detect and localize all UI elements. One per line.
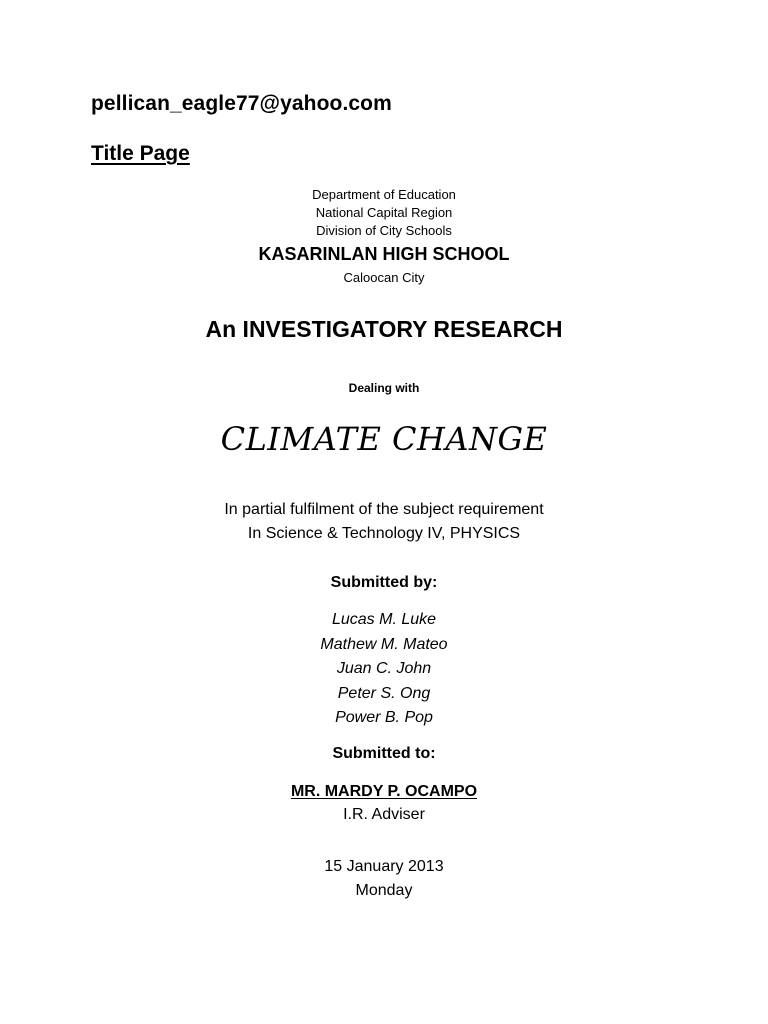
dealing-with-label: Dealing with (348, 381, 420, 395)
agency-division: Division of City Schools (316, 223, 452, 238)
submitter-name: Peter S. Ong (337, 684, 431, 702)
submitter-name: Lucas M. Luke (331, 611, 437, 628)
submitter-list (0, 608, 768, 731)
requirement-block (0, 498, 768, 546)
page-heading: Title Page (91, 142, 190, 165)
research-topic: CLIMATE CHANGE (220, 420, 548, 458)
adviser-name: MR. MARDY P. OCAMPO (290, 783, 478, 800)
document-type: An INVESTIGATORY RESEARCH (205, 316, 563, 342)
day-text: Monday (355, 882, 413, 899)
adviser-role: I.R. Adviser (343, 806, 425, 823)
requirement-line-1: In partial fulfilment of the subject requirement (224, 501, 544, 518)
submitter-name: Mathew M. Mateo (320, 635, 448, 653)
date-text: 15 January 2013 (324, 858, 444, 875)
school-name: KASARINLAN HIGH SCHOOL (258, 244, 510, 264)
submitted-to-label: Submitted to: (332, 745, 436, 762)
requirement-line-2: In Science & Technology IV, PHYSICS (247, 525, 521, 542)
agency-block (0, 186, 768, 240)
email-address: pellican_eagle77@yahoo.com (91, 92, 392, 115)
agency-department: Department of Education (312, 187, 456, 202)
submitted-by-label: Submitted by: (330, 574, 438, 591)
school-city: Caloocan City (343, 270, 425, 285)
submitter-name: Power B. Pop (335, 709, 433, 726)
agency-region: National Capital Region (315, 205, 453, 220)
date-block (0, 855, 768, 903)
submitter-name: Juan C. John (336, 660, 432, 677)
